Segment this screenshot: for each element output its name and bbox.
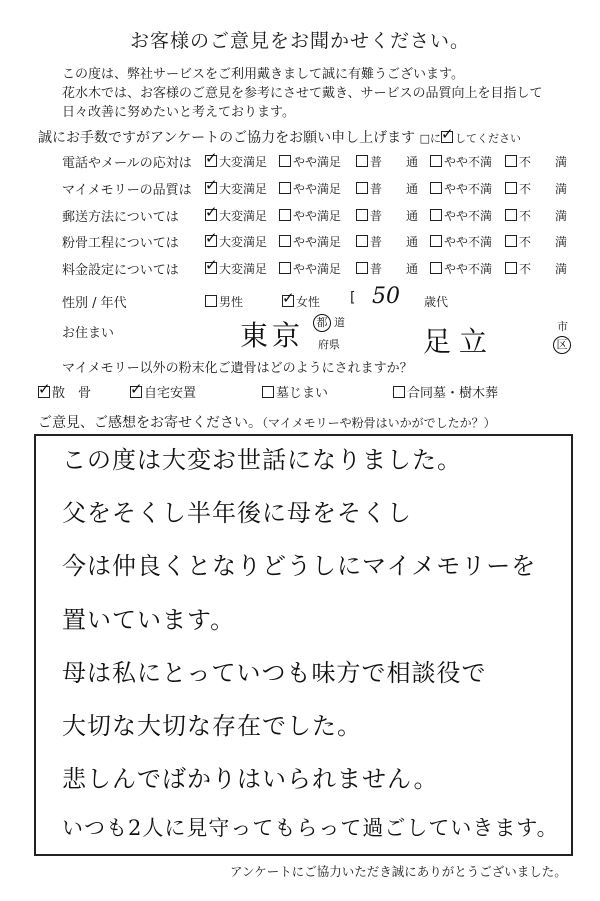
rating-option[interactable] xyxy=(356,153,418,170)
rating-option-label: やや満足 xyxy=(293,235,342,249)
checkbox[interactable] xyxy=(430,155,442,167)
checkbox-checked[interactable] xyxy=(38,386,50,398)
prefecture-suffix-top: 道 xyxy=(334,316,345,329)
rating-option[interactable] xyxy=(205,153,267,170)
checkbox[interactable] xyxy=(430,182,442,194)
checkbox-checked[interactable] xyxy=(205,262,217,274)
rating-option-label: 不 満 xyxy=(519,209,568,223)
rating-option-label: やや満足 xyxy=(293,182,342,196)
rating-option-label: やや満足 xyxy=(293,262,342,276)
rating-label: 粉骨工程については xyxy=(62,236,179,251)
checkbox[interactable] xyxy=(356,209,368,221)
checkbox[interactable] xyxy=(356,262,368,274)
rating-label: 郵送方法については xyxy=(62,210,179,225)
age-bracket-open: [ xyxy=(350,290,356,306)
ward-label: 区 xyxy=(553,336,571,354)
checkbox[interactable] xyxy=(505,182,517,194)
rating-option-label: 不 満 xyxy=(519,182,568,196)
city-label: 市 xyxy=(557,320,568,333)
remains-question: マイメモリー以外の粉末化ご遺骨はどのようにされますか？ xyxy=(62,361,413,376)
comment-line: いつも2人に見守ってもらって過ごしていきます。 xyxy=(62,816,559,840)
rating-option[interactable] xyxy=(505,260,567,277)
checkbox[interactable] xyxy=(279,262,291,274)
rating-option-label: やや満足 xyxy=(293,155,342,169)
checkbox[interactable] xyxy=(356,182,368,194)
comment-line: この度は大変お世話になりました。 xyxy=(62,446,462,474)
intro-line: 日々改善に努めたいと考えております。 xyxy=(62,105,295,120)
checkbox[interactable] xyxy=(262,386,274,398)
remains-option-label: 合同墓・樹木葬 xyxy=(407,386,499,401)
rating-option[interactable] xyxy=(430,233,492,250)
checkbox[interactable] xyxy=(505,155,517,167)
checkbox[interactable] xyxy=(279,209,291,221)
rating-option-label: やや不満 xyxy=(444,235,493,249)
checkbox[interactable] xyxy=(430,235,442,247)
rating-option-label: 不 満 xyxy=(519,262,568,276)
checkbox-checked[interactable] xyxy=(205,235,217,247)
rating-option[interactable] xyxy=(356,233,418,250)
rating-option-label: 大変満足 xyxy=(219,182,268,196)
comment-line: 母は私にとっていつも味方で相談役で xyxy=(62,659,487,687)
rating-label: 電話やメールの応対は xyxy=(62,156,192,171)
rating-option-label: 大変満足 xyxy=(219,209,268,223)
rating-label: マイメモリーの品質は xyxy=(62,183,192,198)
comment-line: 大切な大切な存在でした。 xyxy=(62,712,362,740)
rating-option-label: 大変満足 xyxy=(219,262,268,276)
remains-option[interactable] xyxy=(262,382,328,401)
intro-line: この度は、弊社サービスをご利用戴きまして誠に有難うございます。 xyxy=(62,67,464,82)
rating-option[interactable] xyxy=(505,207,567,224)
rating-option-label: 普 通 xyxy=(370,182,419,196)
remains-option-label: 墓じまい xyxy=(276,386,329,401)
prefecture-value: 東京 xyxy=(240,319,305,352)
remains-option-label: 自宅安置 xyxy=(144,386,197,401)
checkbox-example xyxy=(441,131,453,143)
checkbox[interactable] xyxy=(356,155,368,167)
rating-option[interactable] xyxy=(356,260,418,277)
remains-option[interactable] xyxy=(393,382,498,401)
rating-option[interactable] xyxy=(505,153,567,170)
comment-line: 置いています。 xyxy=(62,606,236,634)
rating-option[interactable] xyxy=(430,153,492,170)
survey-heading-text: 誠にお手数ですがアンケートのご協力をお願い申し上げます xyxy=(38,130,416,146)
checkbox[interactable] xyxy=(279,182,291,194)
rating-option-label: 不 満 xyxy=(519,235,568,249)
checkbox[interactable] xyxy=(393,386,405,398)
comment-heading: ご意見、ご感想をお寄せください。（マイメモリーや粉骨はいかがでしたか？） xyxy=(38,415,496,431)
checkbox-checked[interactable] xyxy=(205,155,217,167)
prefecture-suffix-bottom: 府県 xyxy=(318,338,340,351)
rating-option[interactable] xyxy=(505,180,567,197)
rating-option[interactable] xyxy=(430,180,492,197)
city-value: 足立 xyxy=(423,325,496,358)
survey-hint: □に✓ してください xyxy=(420,132,521,145)
rating-option-label: 普 通 xyxy=(370,262,419,276)
rating-option-label: 大変満足 xyxy=(219,155,268,169)
gender-age-label: 性別 / 年代 xyxy=(62,296,127,311)
comment-line: 悲しんでばかりはいられません。 xyxy=(62,765,439,793)
rating-option-label: やや満足 xyxy=(293,209,342,223)
checkbox[interactable] xyxy=(279,235,291,247)
checkbox[interactable] xyxy=(430,209,442,221)
comment-line: 父をそくし半年後に母をそくし xyxy=(62,499,412,527)
rating-option[interactable] xyxy=(205,207,267,224)
rating-option[interactable] xyxy=(205,260,267,277)
gender-male-option[interactable]: 男性 xyxy=(205,293,243,310)
rating-option[interactable] xyxy=(279,233,341,250)
prefecture-circled: 都 xyxy=(313,314,331,332)
age-suffix: 歳代 xyxy=(424,295,449,309)
rating-option-label: 普 通 xyxy=(370,155,419,169)
age-value: 50 xyxy=(372,284,400,309)
checkbox[interactable] xyxy=(279,155,291,167)
rating-option[interactable] xyxy=(505,233,567,250)
rating-option[interactable] xyxy=(279,180,341,197)
rating-option[interactable] xyxy=(205,233,267,250)
checkbox[interactable] xyxy=(356,235,368,247)
rating-option[interactable] xyxy=(356,207,418,224)
intro-line: 花水木では、お客様のご意見を参考にさせて戴き、サービスの品質向上を目指して xyxy=(62,86,543,101)
remains-option[interactable] xyxy=(130,382,196,401)
checkbox[interactable] xyxy=(505,262,517,274)
rating-option-label: やや不満 xyxy=(444,209,493,223)
footer-thanks: アンケートにご協力いただき誠にありがとうございました。 xyxy=(230,864,567,879)
rating-option-label: やや不満 xyxy=(444,262,493,276)
rating-option-label: 普 通 xyxy=(370,209,419,223)
rating-option[interactable] xyxy=(356,180,418,197)
rating-option[interactable] xyxy=(279,260,341,277)
rating-option-label: 普 通 xyxy=(370,235,419,249)
remains-option-label: 散 骨 xyxy=(52,386,92,401)
rating-option-label: 大変満足 xyxy=(219,235,268,249)
rating-option-label: やや不満 xyxy=(444,182,493,196)
checkbox-checked[interactable] xyxy=(205,182,217,194)
rating-option[interactable] xyxy=(279,153,341,170)
checkbox[interactable] xyxy=(205,295,217,307)
checkbox-checked[interactable] xyxy=(282,295,294,307)
comment-line: 今は仲良くとなりどうしにマイメモリーを xyxy=(62,552,537,580)
checkbox-checked[interactable] xyxy=(130,386,142,398)
page-title: お客様のご意見をお聞かせください。 xyxy=(129,30,470,52)
rating-label: 料金設定については xyxy=(62,263,179,278)
checkbox[interactable] xyxy=(505,209,517,221)
checkbox[interactable] xyxy=(430,262,442,274)
checkbox-checked[interactable] xyxy=(205,209,217,221)
survey-heading xyxy=(38,127,521,147)
remains-option[interactable] xyxy=(38,382,91,401)
rating-option[interactable] xyxy=(205,180,267,197)
checkbox[interactable] xyxy=(505,235,517,247)
rating-option[interactable] xyxy=(430,207,492,224)
rating-option[interactable] xyxy=(430,260,492,277)
rating-option-label: やや不満 xyxy=(444,155,493,169)
rating-option-label: 不 満 xyxy=(519,155,568,169)
gender-female-option[interactable]: ✓ 女性 xyxy=(282,293,320,310)
address-label: お住まい xyxy=(62,326,115,341)
rating-option[interactable] xyxy=(279,207,341,224)
